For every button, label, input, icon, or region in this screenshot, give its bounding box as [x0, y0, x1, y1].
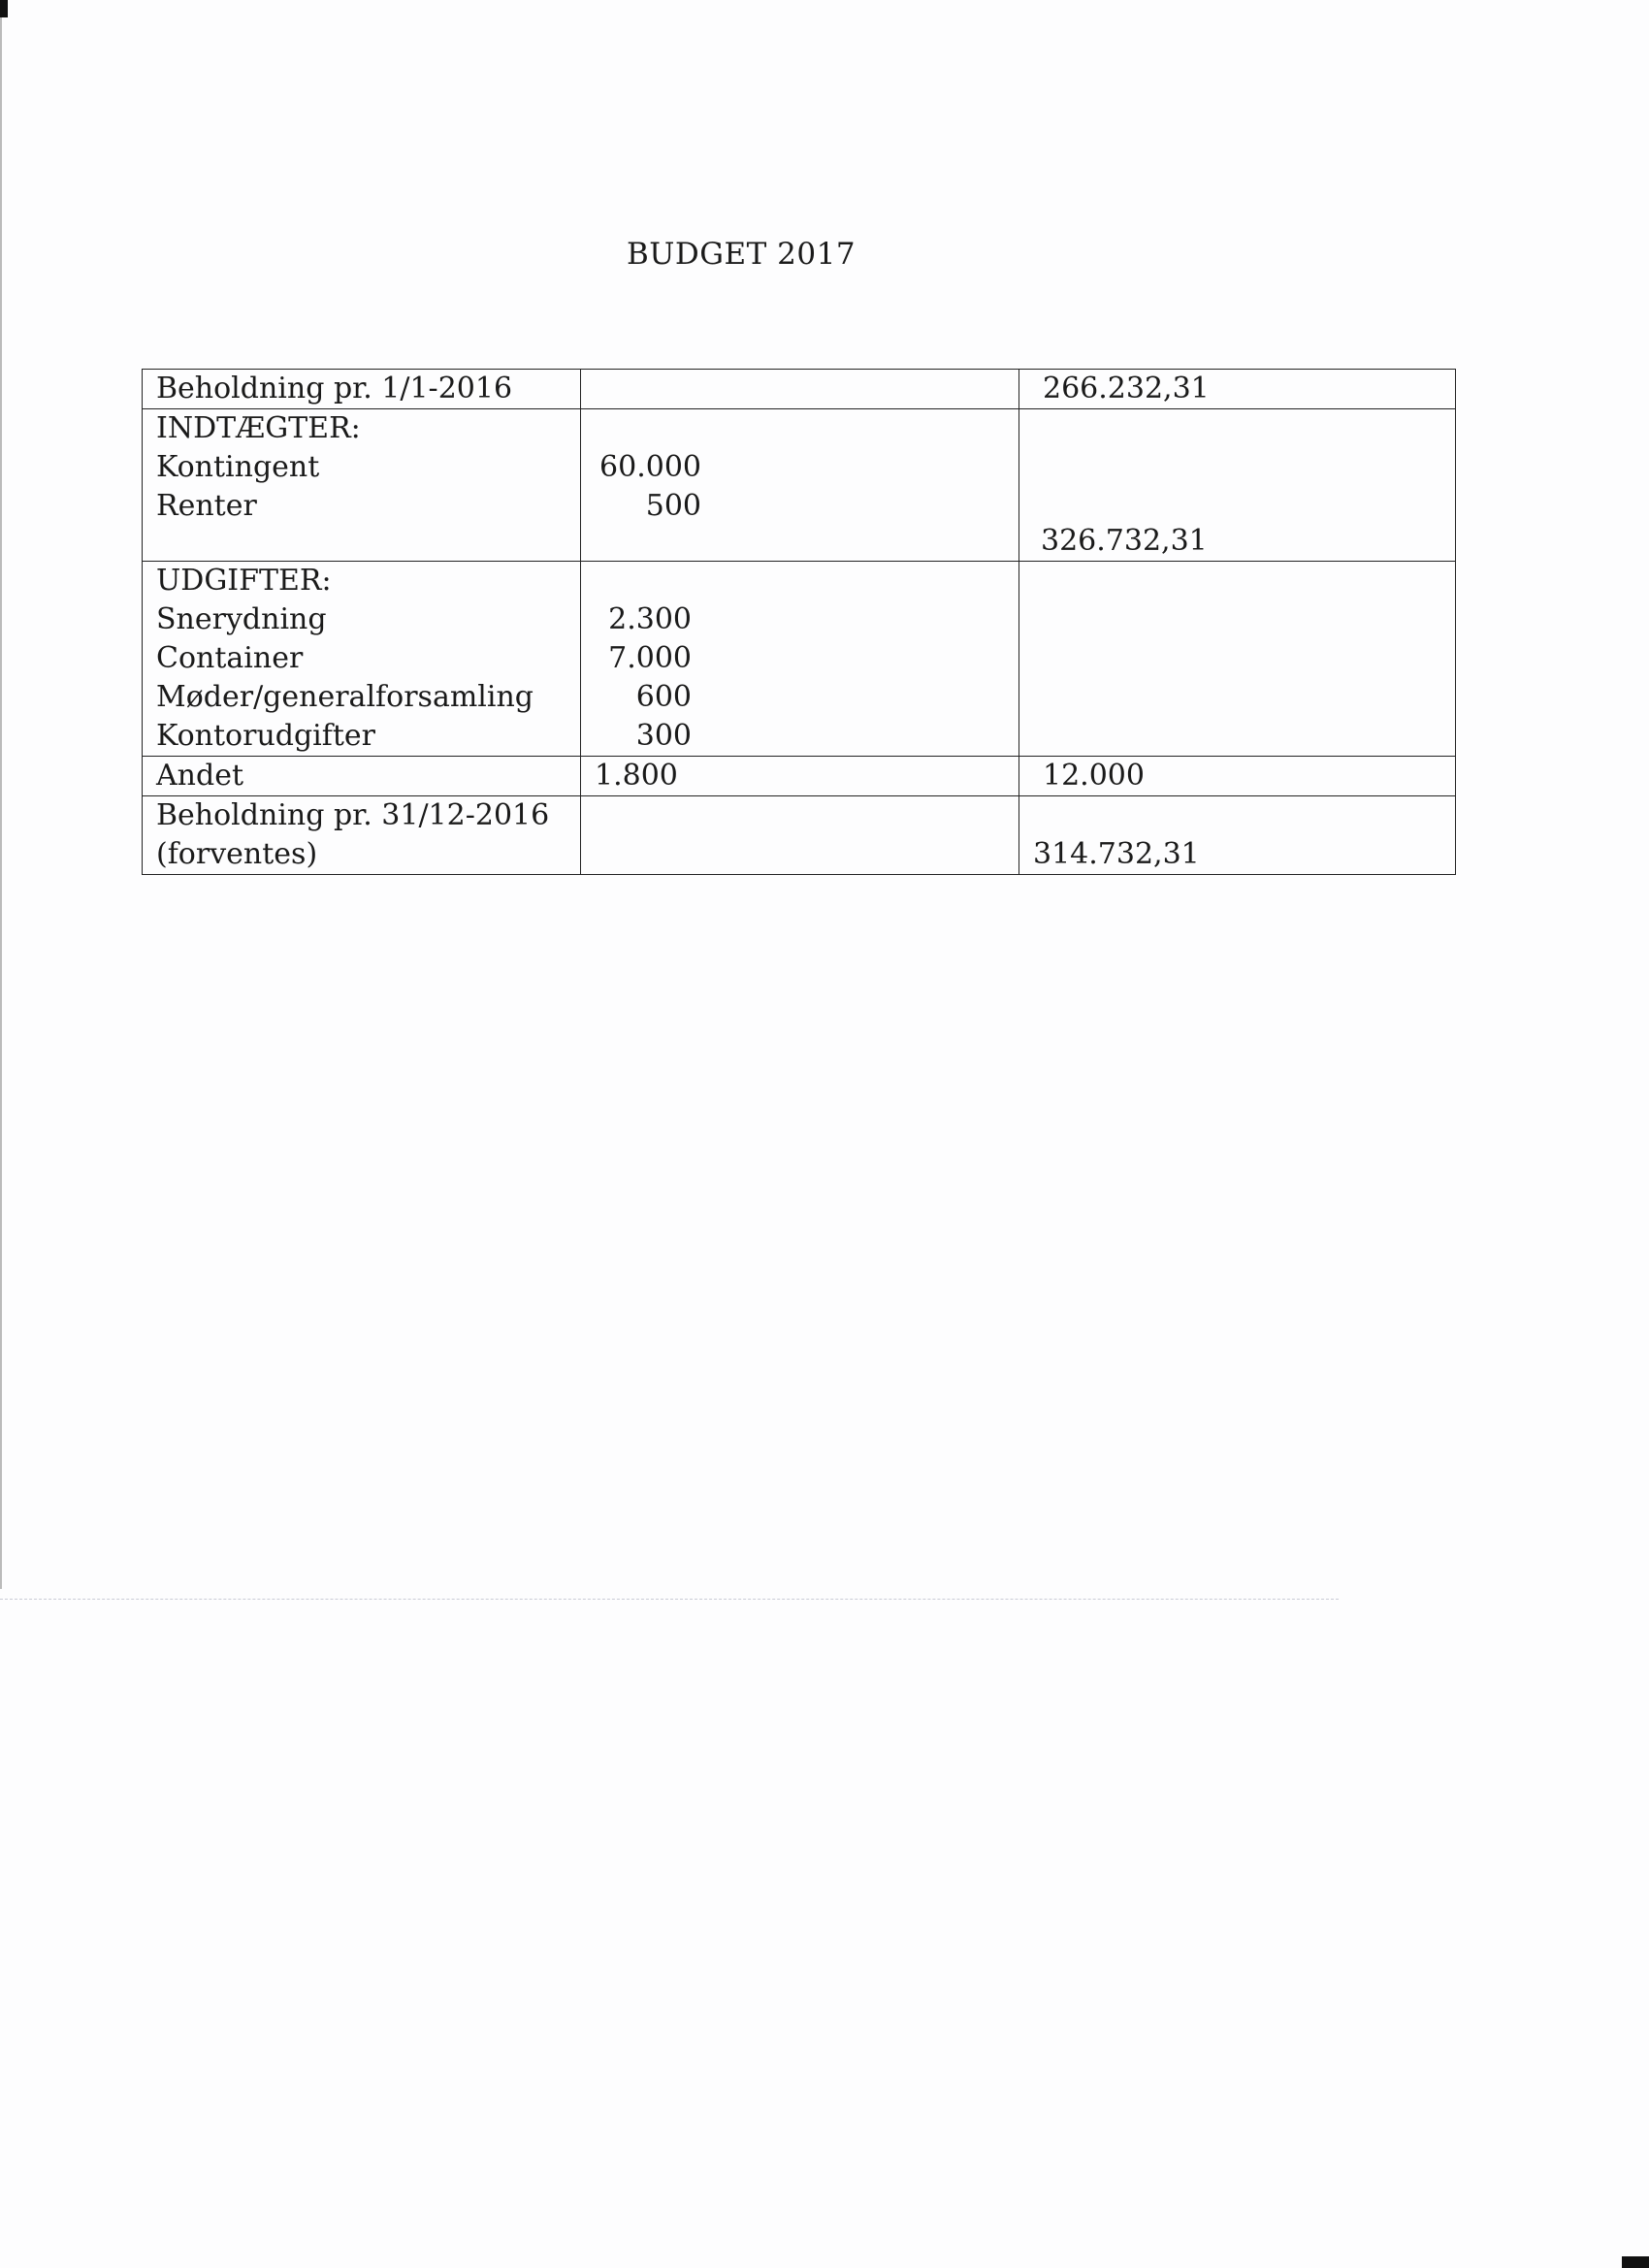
closing-balance-total-cell: [1019, 796, 1456, 875]
other-total: 12.000: [1019, 757, 1456, 796]
expense-total-cell: [1019, 562, 1456, 757]
closing-balance-amount-cell: [581, 796, 1019, 875]
closing-balance-total: 314.732,31: [1033, 837, 1200, 871]
expense-item-label: Kontorudgifter: [156, 719, 376, 753]
income-labels-cell: [143, 409, 581, 562]
closing-balance-row: [143, 796, 1456, 875]
page-title: BUDGET 2017: [627, 237, 857, 272]
expense-item-amount: 600: [635, 680, 692, 714]
other-row: [143, 757, 1456, 796]
expense-item-amount: 2.300: [608, 602, 692, 636]
expense-item-label: Snerydning: [156, 602, 327, 636]
income-row: [143, 409, 1456, 562]
other-label: Andet: [143, 757, 581, 796]
opening-balance-label: Beholdning pr. 1/1-2016: [143, 370, 581, 409]
expense-labels-cell: [143, 562, 581, 757]
scan-edge-mark: [0, 0, 8, 17]
income-total: 326.732,31: [1041, 524, 1208, 558]
income-item-amount: 60.000: [599, 450, 701, 484]
opening-balance-total: 266.232,31: [1019, 370, 1456, 409]
income-item-amount: 500: [645, 489, 701, 523]
other-amount: 1.800: [581, 757, 1019, 796]
scan-corner-mark: [1622, 2256, 1649, 2268]
opening-balance-row: [143, 370, 1456, 409]
budget-table: [142, 369, 1456, 875]
expenses-heading: UDGIFTER:: [156, 564, 332, 598]
expense-item-label: Møder/generalforsamling: [156, 680, 534, 714]
expense-item-label: Container: [156, 641, 304, 675]
expense-item-amount: 7.000: [608, 641, 692, 675]
income-total-cell: [1019, 409, 1456, 562]
closing-balance-label-cell: [143, 796, 581, 875]
expense-item-amount: 300: [635, 719, 692, 753]
scan-artifact-line: [0, 1599, 1339, 1600]
closing-balance-label: Beholdning pr. 31/12-2016: [156, 798, 550, 832]
scan-edge-line: [0, 17, 2, 1589]
closing-balance-note: (forventes): [156, 837, 318, 871]
expense-amounts-cell: [581, 562, 1019, 757]
income-heading: INDTÆGTER:: [156, 411, 361, 445]
opening-balance-amount: [581, 370, 1019, 409]
income-item-label: Renter: [156, 489, 257, 523]
expenses-row: [143, 562, 1456, 757]
income-amounts-cell: [581, 409, 1019, 562]
income-item-label: Kontingent: [156, 450, 320, 484]
